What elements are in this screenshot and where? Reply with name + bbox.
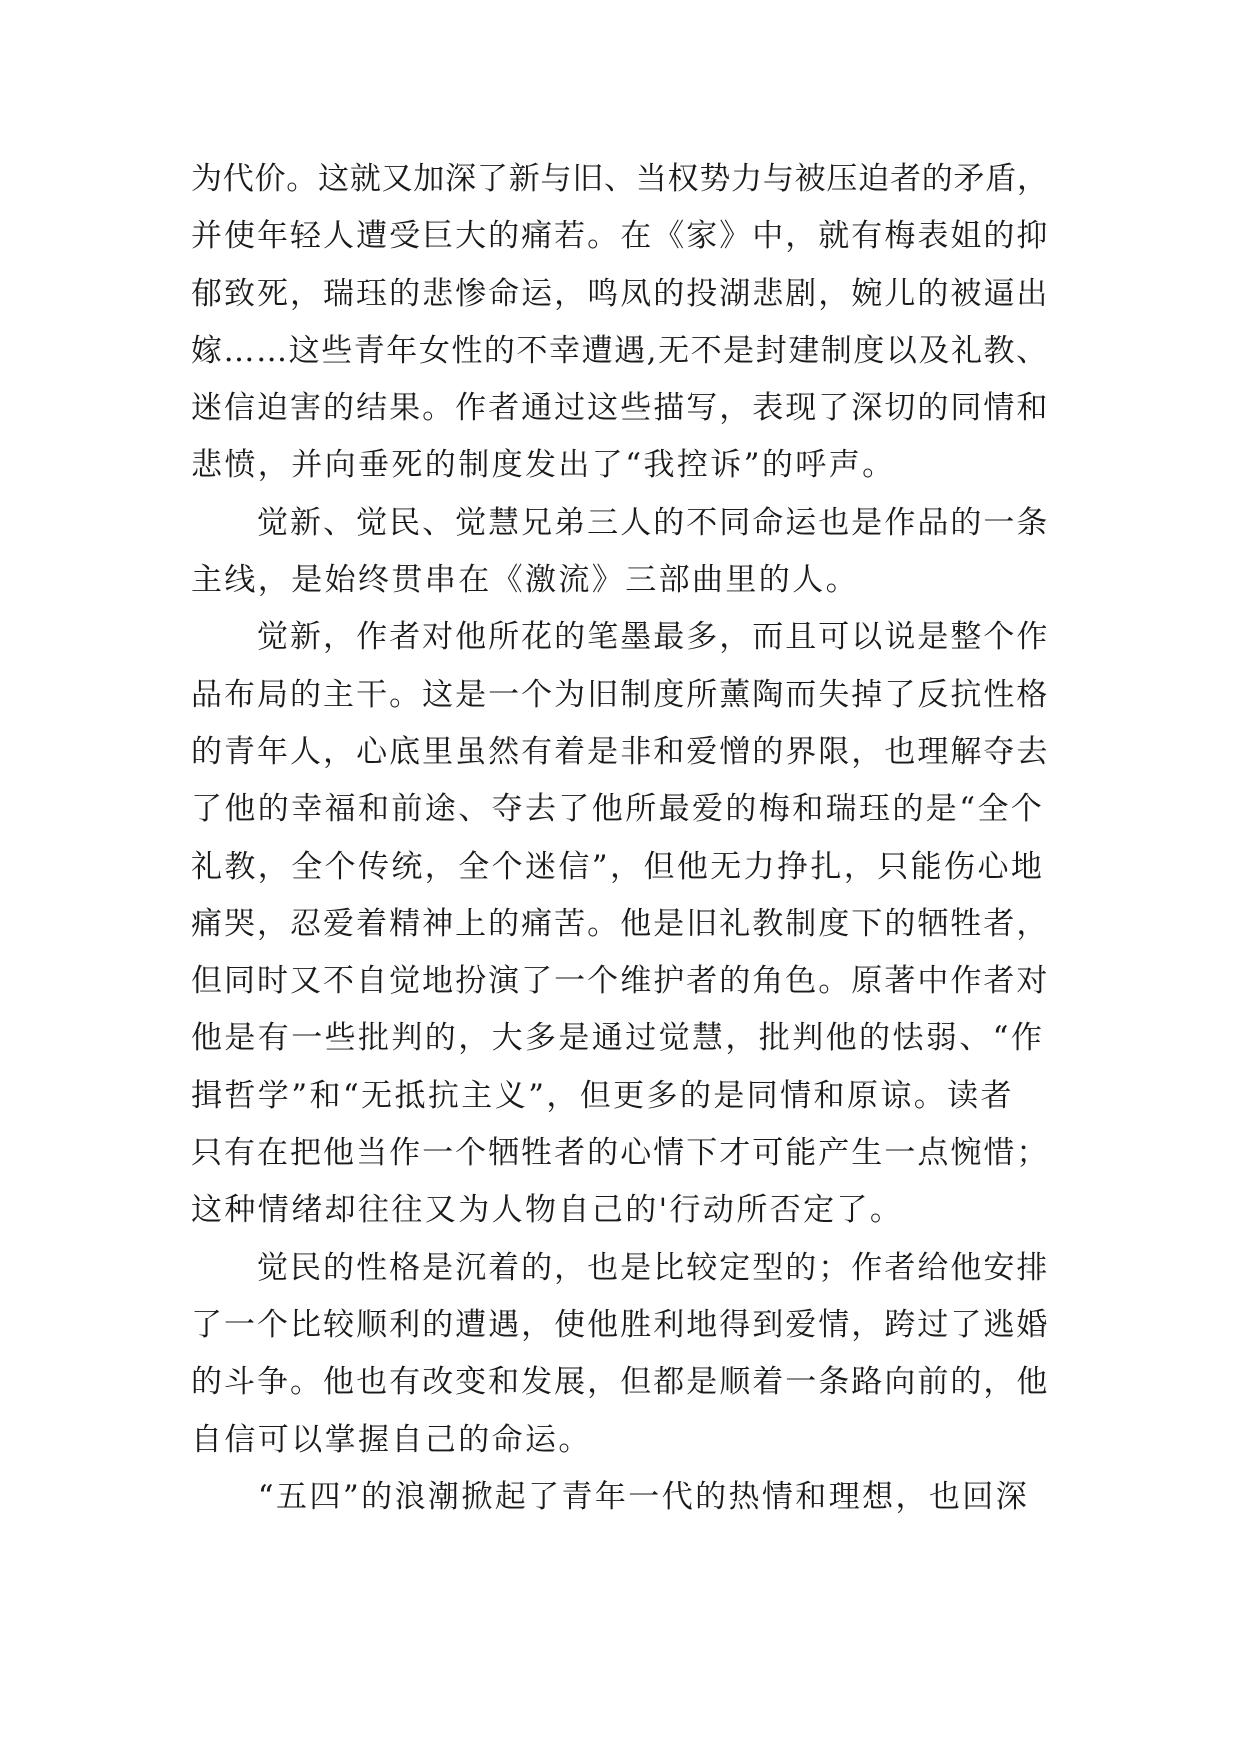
text-line: 了一个比较顺利的遭遇，使他胜利地得到爱情，跨过了逃婚 <box>191 1306 1050 1343</box>
text-line: 觉新、觉民、觉慧兄弟三人的不同命运也是作品的一条 <box>191 504 1050 541</box>
text-line: 郁致死，瑞珏的悲惨命运，鸣凤的投湖悲剧，婉儿的被逼出 <box>191 275 1050 312</box>
text-line: 并使年轻人遭受巨大的痛若。在《家》中，就有梅表姐的抑 <box>191 218 1050 255</box>
text-line: 觉民的性格是沉着的，也是比较定型的；作者给他安排 <box>191 1249 1050 1286</box>
text-line: “五四”的浪潮掀起了青年一代的热情和理想，也回深 <box>191 1478 1030 1515</box>
text-line: 的青年人，心底里虽然有着是非和爱憎的界限，也理解夺去 <box>191 733 1050 770</box>
text-line: 这种情绪却往往又为人物自己的'行动所否定了。 <box>191 1192 904 1229</box>
body-text <box>191 151 1049 1526</box>
text-line: 只有在把他当作一个牺牲者的心情下才可能产生一点惋惜； <box>191 1135 1050 1172</box>
text-line: 了他的幸福和前途、夺去了他所最爱的梅和瑞珏的是“全个 <box>191 791 1045 828</box>
text-line: 品布局的主干。这是一个为旧制度所薰陶而失掉了反抗性格 <box>191 676 1050 713</box>
text-line: 觉新，作者对他所花的笔墨最多，而且可以说是整个作 <box>191 619 1050 656</box>
text-line: 悲愤，并向垂死的制度发出了“我控诉”的呼声。 <box>191 447 896 484</box>
text-line: 主线，是始终贯串在《激流》三部曲里的人。 <box>191 562 859 599</box>
text-line: 揖哲学”和“无抵抗主义”，但更多的是同情和原谅。读者 <box>191 1077 1014 1114</box>
text-line: 礼教，全个传统，全个迷信”，但他无力挣扎，只能伤心地 <box>191 848 1045 885</box>
text-line: 的斗争。他也有改变和发展，但都是顺着一条路向前的，他 <box>191 1364 1050 1401</box>
text-line: 自信可以掌握自己的命运。 <box>191 1421 592 1458</box>
text-line: 为代价。这就又加深了新与旧、当权势力与被压迫者的矛盾， <box>191 161 1049 197</box>
text-line: 他是有一些批判的，大多是通过觉慧，批判他的怯弱、“作 <box>191 1020 1045 1057</box>
text-line: 但同时又不自觉地扮演了一个维护者的角色。原著中作者对 <box>191 963 1050 1000</box>
text-line: 迷信迫害的结果。作者通过这些描写，表现了深切的同情和 <box>191 390 1050 427</box>
text-line: 嫁……这些青年女性的不幸遭遇,无不是封建制度以及礼教、 <box>191 332 1049 369</box>
text-line: 痛哭，忍爱着精神上的痛苦。他是旧礼教制度下的牺牲者， <box>191 905 1050 942</box>
